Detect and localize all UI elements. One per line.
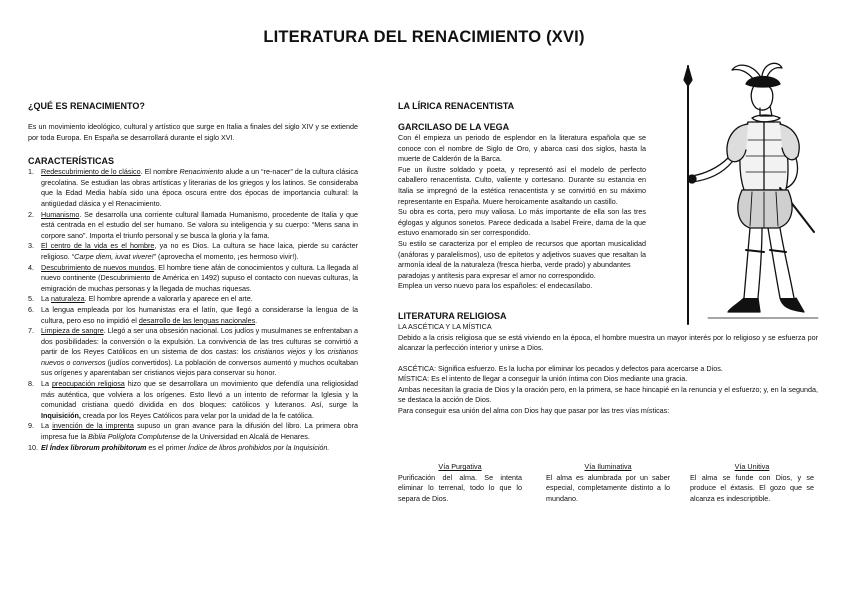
via-title: Vía Unitiva bbox=[734, 462, 770, 471]
list-item: 2. Humanismo. Se desarrolla una corriente cultural llamada Humanismo, procedente de Italia y que está centrada en el estudio del ser humano. Se valora su inteligencia y su cuerpo: “Mens sana in corpore sano”. Importa el triunfo personal y se busca la gloria y la fama. bbox=[28, 209, 358, 240]
left-column bbox=[28, 100, 358, 453]
via-unitiva bbox=[690, 462, 814, 504]
via-title: Vía Purgativa bbox=[438, 462, 482, 471]
ambas-paragraph: Ambas necesitan la gracia de Dios y la oración pero, en la primera, se hace hincapié en la renuncia y el esfuerzo; y, en la segunda, se destaca la acción de Dios. bbox=[398, 384, 818, 405]
knight-illustration-icon bbox=[668, 62, 828, 330]
garcilaso-paragraph: Con él empieza un periodo de esplendor en la literatura española que se conoce con el nombre de Siglo de Oro, y abarca casi dos siglos, hasta la muerte de Calderón de la Barca. bbox=[398, 133, 646, 164]
garcilaso-paragraph: paradojas y antítesis para expresar el amor no correspondido. bbox=[398, 270, 596, 280]
list-item: 3. El centro de la vida es el hombre, ya no es Dios. La cultura se hace laica, pierde su carácter religioso. “Carpe diem, iuvat vivere!” (aprovecha el momento, ¡es hermoso vivir!). bbox=[28, 241, 358, 261]
intro-paragraph: Es un movimiento ideológico, cultural y artístico que surge en Italia a finales del siglo XIV y se extiende por toda Europa. En España se desarrollará durante el siglo XVI. bbox=[28, 122, 358, 142]
list-item: 4. Descubrimiento de nuevos mundos. El hombre tiene afán de conocimientos y cultura. La llegada al nuevo continente (Descubrimiento de América en 1492) supuso el contacto con nuevas culturas, la emigración de muchas personas y la llegada de muchas riquesas. bbox=[28, 262, 359, 293]
list-item: 6. La lengua empleada por los humanistas era el latín, que llegó a considerarse la lengua de la cultura, pero eso no impidió el desarrollo de las lenguas nacionales. bbox=[28, 304, 358, 325]
section-heading-renacimiento: ¿QUÉ ES RENACIMIENTO? bbox=[28, 101, 145, 111]
via-title: Vía Iluminativa bbox=[584, 462, 632, 471]
subheading-ascetica-mistica: LA ASCÉTICA Y LA MÍSTICA bbox=[398, 321, 492, 331]
garcilaso-paragraph: Emplea un verso nuevo para los españoles: el endecasílabo. bbox=[398, 281, 593, 291]
via-text: Purificación del alma. Se intenta eliminar lo terrenal, todo lo que lo separa de Dios. bbox=[398, 472, 522, 503]
garcilaso-paragraph: Su obra es corta, pero muy valiosa. Lo más importante de ella son las tres églogas y algunos sonetos. Parece dedicada a Isabel Freire, dama de la que estuvo enamorado sin ser correspondido. bbox=[398, 207, 646, 238]
characteristics-list bbox=[28, 167, 358, 453]
ascetica-definition: ASCÉTICA: Significa esfuerzo. Es la lucha por eliminar los pecados y defectos para acercarse a Dios. bbox=[398, 363, 723, 373]
via-iluminativa bbox=[546, 462, 670, 504]
garcilaso-paragraph: Fue un ilustre soldado y poeta, y representó así el modelo de perfecto caballero renacentista. Culto, valiente y cortesano. Durante su estancia en Italia se impregnó de la estética renacentista y se convirtió en su máximo representante en España. Muere heroicamente asaltando un castillo. bbox=[398, 164, 646, 206]
section-heading-religiosa: LITERATURA RELIGIOSA bbox=[398, 310, 507, 321]
section-heading-lirica: LA LÍRICA RENACENTISTA bbox=[398, 101, 515, 111]
list-item: 5. La naturaleza. El hombre aprende a valorarla y aparece en el arte. bbox=[28, 294, 253, 304]
section-heading-caracteristicas: CARACTERÍSTICAS bbox=[28, 156, 115, 167]
vias-intro: Para conseguir esa unión del alma con Dios hay que pasar por las tres vías místicas: bbox=[398, 406, 670, 416]
religious-intro: Debido a la crisis religiosa que se está viviendo en la época, el hombre muestra un mayor interés por lo religioso y se esfuerza por alcanzar la perfección interior y unirse a Dios. bbox=[398, 332, 818, 353]
garcilaso-paragraph: Su estilo se caracteriza por el empleo de recursos que aportan musicalidad (anáforas y paralelismos), uso de epítetos y adjetivos suaves que resaltan la armonía ideal de la naturaleza (fresca hierba, verde prado) y abundantes bbox=[398, 238, 646, 270]
garcilaso-text bbox=[398, 133, 646, 271]
via-text: El alma es alumbrada por un saber especial, completamente distinto a lo mundano. bbox=[546, 472, 670, 503]
via-text: El alma se funde con Dios, y se produce el éxtasis. El gozo que se alcanza es indescriptible. bbox=[690, 472, 814, 503]
mistica-definition: MÍSTICA: Es el intento de llegar a conseguir la unión íntima con Dios mediante una gracia. bbox=[398, 374, 688, 384]
section-heading-garcilaso: GARCILASO DE LA VEGA bbox=[398, 122, 510, 132]
list-item: 10. El Índex librorum prohibitorum es el primer Índice de libros prohibidos por la Inquisición. bbox=[28, 442, 330, 452]
list-item: 8. La preocupación religiosa hizo que se desarrollara un movimiento que defendía una religiosidad más auténtica, que volviera a los orígenes. Esto llevó a un intento de reformar la Iglesia y la comunidad cristiana quedó dividida en dos bloques: católicos y luteranos. Así, surge la Inquisición, creada por los Reyes Católicos para velar por la unidad de la fe católica. bbox=[28, 379, 358, 420]
page-title: LITERATURA DEL RENACIMIENTO (XVI) bbox=[263, 28, 585, 46]
list-item: 7. Limpieza de sangre. Llegó a ser una obsesión nacional. Los judíos y musulmanes se enfrentaban a dos posibilidades: la conversión o la expulsión. La convivencia de las tres culturas se convirtió a partir de los Reyes Católicos en un sistema de dos castas: los cristianos viejos y los cristianos nuevos o conversos (judíos convertidos). La población de conversos aumentó y muchos ocultaban sus orígenes y aparentaban ser cristianos viejos para conservar su honor. bbox=[28, 326, 358, 378]
list-item: 9. La invención de la imprenta supuso un gran avance para la difusión del libro. La primera obra impresa fue la Biblia Políglota Complutense de la Universidad en Alcalá de Henares. bbox=[28, 421, 358, 442]
via-purgativa bbox=[398, 462, 522, 504]
list-item: 1. Redescubrimiento de lo clásico. El nombre Renacimiento alude a un “re-nacer” de la cultura clásica grecolatina. Se estudian las obras artísticas y literarias de los griegos y los latinos. Se consideraba que la Edad Media había sido una época oscura entre dos épocas de importancia cultural: la antigüedad clásica y el Renacimiento. bbox=[28, 167, 358, 208]
